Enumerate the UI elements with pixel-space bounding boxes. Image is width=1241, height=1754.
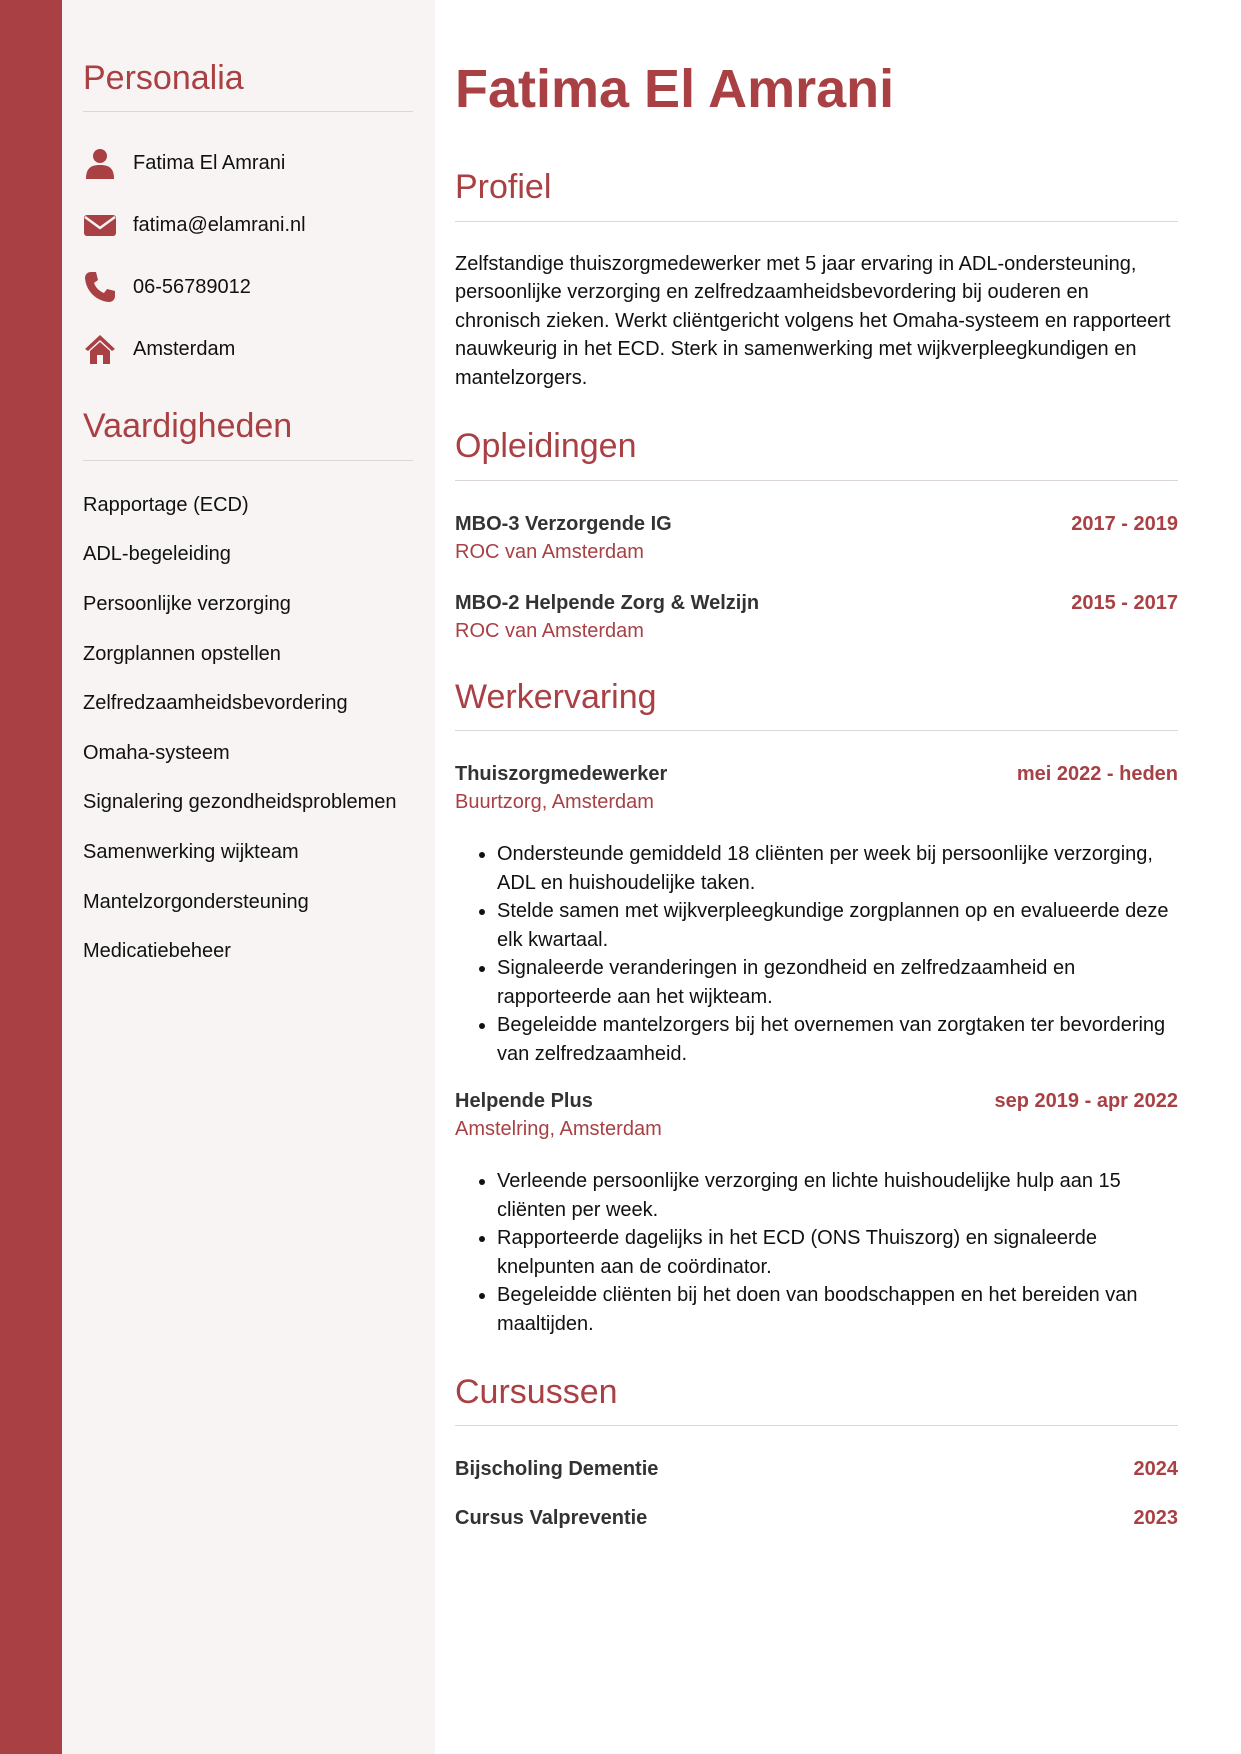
job-title: Thuiszorgmedewerker <box>455 763 668 786</box>
education-entry <box>455 592 1178 643</box>
education-heading: Opleidingen <box>455 428 1178 480</box>
candidate-name: Fatima El Amrani <box>455 59 895 119</box>
experience-entry <box>455 763 1178 1068</box>
education-date: 2017 - 2019 <box>1071 512 1178 535</box>
course-title: Bijscholing Dementie <box>455 1458 659 1481</box>
education-entry <box>455 513 1178 564</box>
course-entry <box>455 1507 1178 1530</box>
course-year: 2024 <box>1133 1458 1178 1481</box>
contact-name <box>83 132 413 194</box>
envelope-icon <box>83 208 117 242</box>
skill-item: Zorgplannen opstellen <box>83 642 281 665</box>
education-school: ROC van Amsterdam <box>455 540 644 563</box>
course-entry <box>455 1458 1178 1481</box>
phone-icon <box>83 270 117 304</box>
experience-section <box>455 679 1178 1338</box>
skill-item: Persoonlijke verzorging <box>83 592 291 615</box>
job-bullet: • Begeleidde mantelzorgers bij het overnemen van zorgtaken ter bevordering van zelfredzaamheid. <box>497 1011 1178 1068</box>
skill-item: ADL-begeleiding <box>83 543 231 566</box>
job-date: sep 2019 - apr 2022 <box>994 1090 1178 1113</box>
profile-heading: Profiel <box>455 169 1178 221</box>
skill-item: Zelfredzaamheidsbevordering <box>83 692 348 715</box>
profile-section <box>455 169 1178 392</box>
job-title: Helpende Plus <box>455 1090 593 1113</box>
experience-entry <box>455 1090 1178 1338</box>
skills-heading: Vaardigheden <box>83 408 413 460</box>
job-employer: Buurtzorg, Amsterdam <box>455 791 654 814</box>
skill-item: Omaha-systeem <box>83 741 230 764</box>
main-content <box>455 60 1178 1530</box>
course-year: 2023 <box>1133 1507 1178 1530</box>
courses-section <box>455 1374 1178 1530</box>
skills-list <box>83 481 413 977</box>
job-bullet: • Signaleerde veranderingen in gezondheid en zelfredzaamheid en rapporteerde aan het wijkteam. <box>497 954 1178 1011</box>
courses-heading: Cursussen <box>455 1374 1178 1426</box>
job-bullets <box>455 840 1178 1068</box>
home-icon <box>83 332 117 366</box>
sidebar <box>62 0 435 1754</box>
education-school: ROC van Amsterdam <box>455 619 644 642</box>
contact-email <box>83 194 413 256</box>
education-date: 2015 - 2017 <box>1071 591 1178 614</box>
person-icon <box>83 146 117 180</box>
experience-heading: Werkervaring <box>455 679 1178 731</box>
contact-name-text: Fatima El Amrani <box>133 151 286 174</box>
skill-item: Medicatiebeheer <box>83 940 231 963</box>
skill-item: Signalering gezondheidsproblemen <box>83 791 397 814</box>
profile-text: Zelfstandige thuiszorgmedewerker met 5 jaar ervaring in ADL-ondersteuning, persoonlijke verzorging en zelfredzaamheidsbevordering bij ouderen en chronisch zieken. Werkt cliëntgericht volgens het Omaha-systeem en rapporteert nauwkeurig in het ECD. Sterk in samenwerking met wijkverpleegkundigen en mantelzorgers. <box>455 252 1171 389</box>
contact-email-text[interactable]: fatima@elamrani.nl <box>133 213 306 236</box>
job-bullet: • Stelde samen met wijkverpleegkundige zorgplannen op en evalueerde deze elk kwartaal. <box>497 897 1178 954</box>
contact-list <box>83 132 413 380</box>
contact-phone-text[interactable]: 06-56789012 <box>133 275 251 298</box>
job-bullet: • Rapporteerde dagelijks in het ECD (ONS Thuiszorg) en signaleerde knelpunten aan de coördinator. <box>497 1224 1178 1281</box>
job-employer: Amstelring, Amsterdam <box>455 1118 662 1141</box>
job-bullets <box>455 1167 1178 1338</box>
education-title: MBO-2 Helpende Zorg & Welzijn <box>455 591 760 614</box>
contact-phone <box>83 256 413 318</box>
contact-city <box>83 318 413 380</box>
skill-item: Rapportage (ECD) <box>83 493 249 516</box>
job-bullet: • Verleende persoonlijke verzorging en lichte huishoudelijke hulp aan 15 cliënten per week. <box>497 1167 1178 1224</box>
job-bullet: • Ondersteunde gemiddeld 18 cliënten per week bij persoonlijke verzorging, ADL en huishoudelijke taken. <box>497 840 1178 897</box>
job-bullet: • Begeleidde cliënten bij het doen van boodschappen en het bereiden van maaltijden. <box>497 1281 1178 1338</box>
skill-item: Samenwerking wijkteam <box>83 840 299 863</box>
accent-stripe <box>0 0 62 1754</box>
job-date: mei 2022 - heden <box>1016 763 1178 786</box>
education-title: MBO-3 Verzorgende IG <box>455 512 672 535</box>
course-title: Cursus Valpreventie <box>455 1507 648 1530</box>
education-section <box>455 428 1178 642</box>
personal-heading: Personalia <box>83 60 413 112</box>
contact-city-text: Amsterdam <box>133 337 236 360</box>
skill-item: Mantelzorgondersteuning <box>83 890 309 913</box>
